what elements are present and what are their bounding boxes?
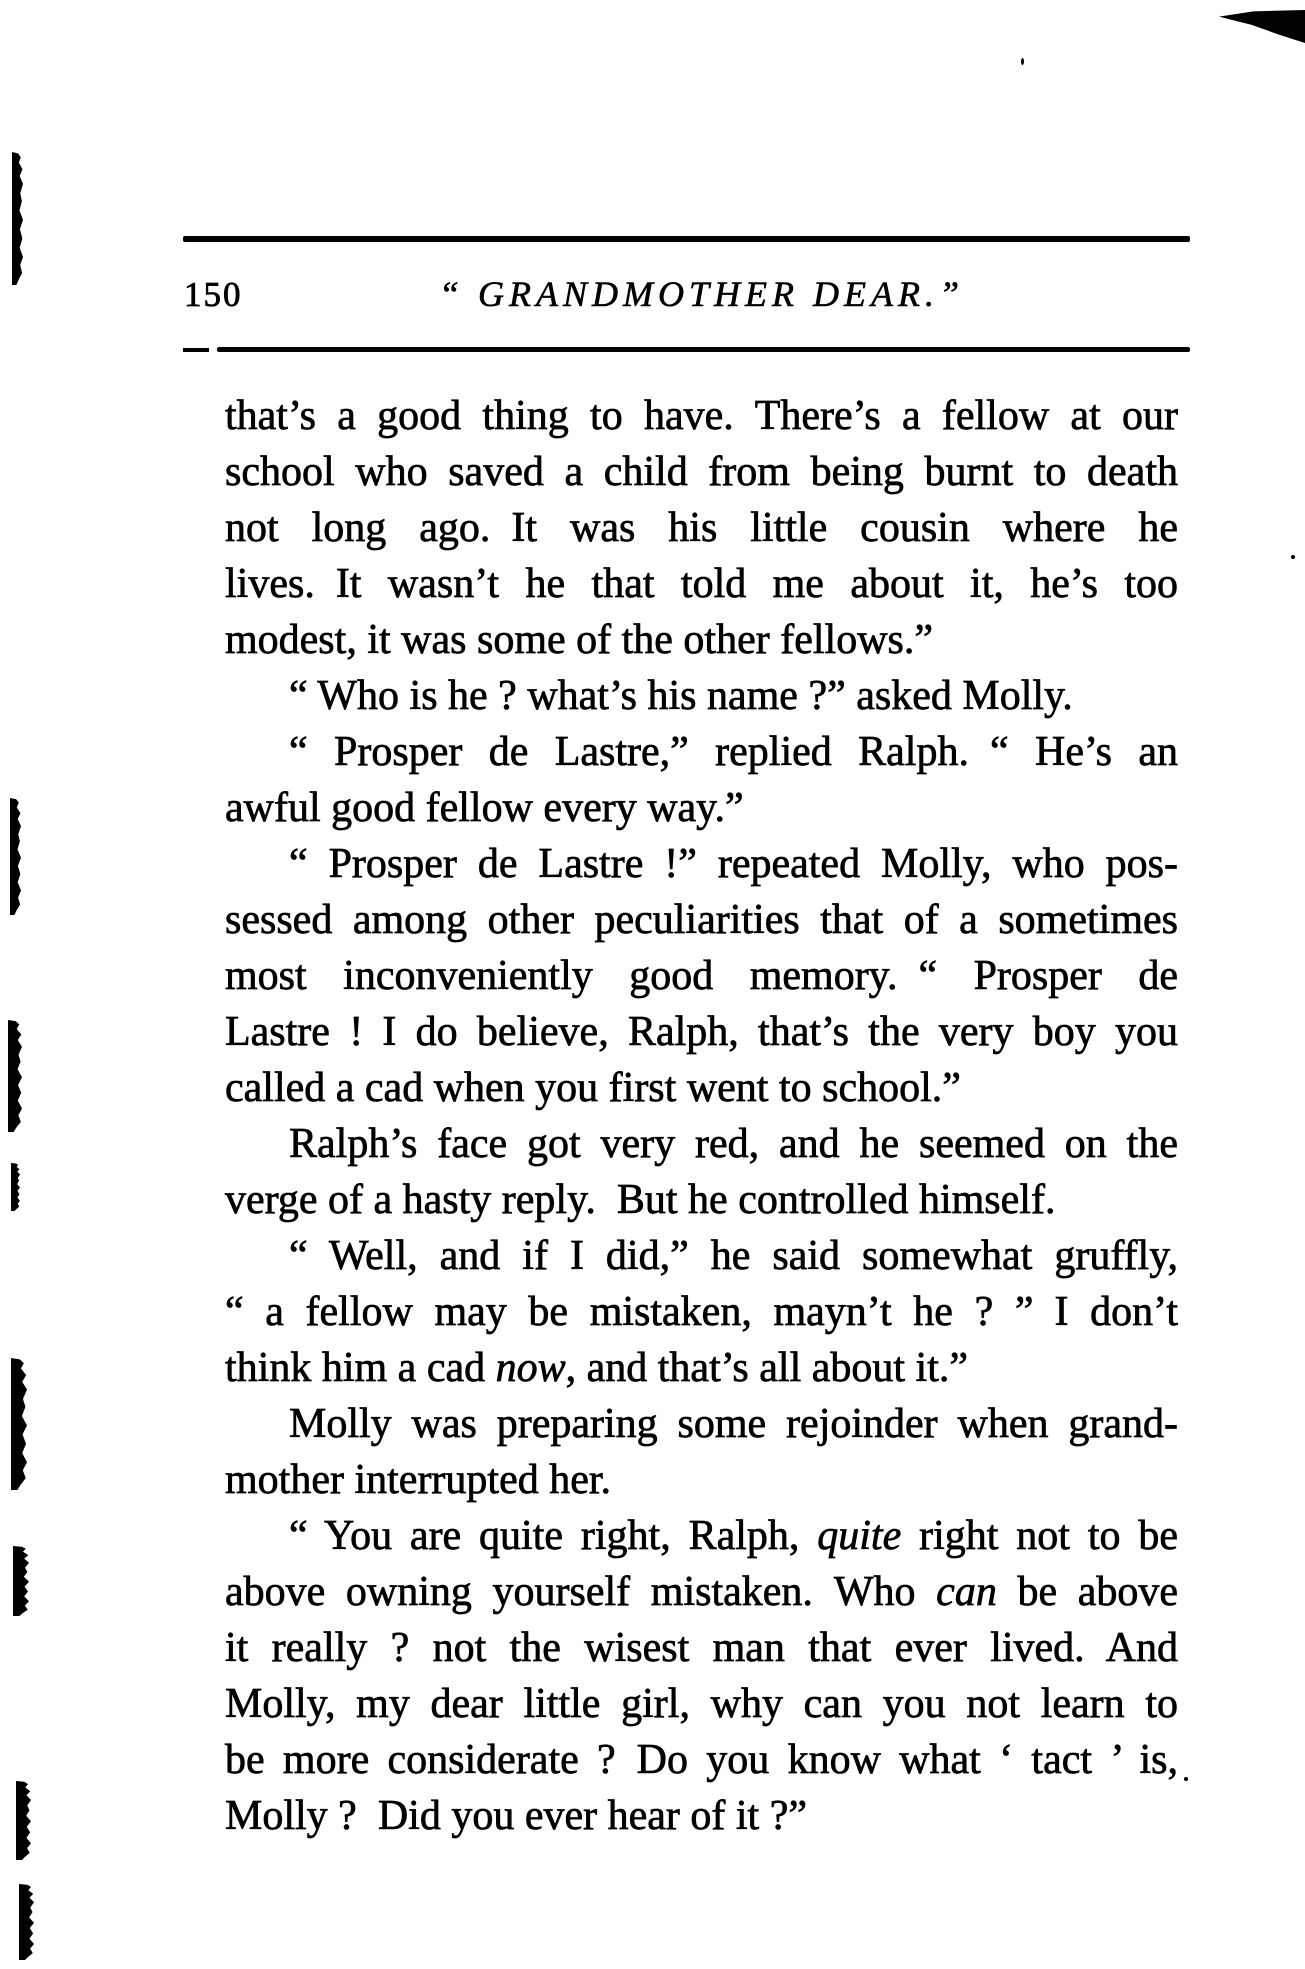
ink-speck [1184, 1777, 1188, 1781]
ink-artifact [16, 1781, 31, 1860]
text-line [225, 1732, 1178, 1788]
text-segment: Lastre ! I do believe, Ralph, that’s the very boy you [225, 1009, 1178, 1055]
ink-speck [1021, 58, 1024, 65]
ink-speck [1291, 555, 1295, 559]
italic-word: now [495, 1345, 566, 1391]
text-line [225, 948, 1178, 1004]
text-segment: called a cad when you first went to school.” [225, 1065, 961, 1111]
text-line [225, 892, 1178, 948]
text-segment: it really ? not the wisest man that ever lived. And [225, 1625, 1178, 1671]
ink-artifact [12, 152, 23, 285]
text-line [225, 780, 1178, 836]
text-segment: “ Well, and if I did,” he said somewhat gruffly, [289, 1233, 1178, 1279]
text-segment: right not to be [901, 1513, 1178, 1559]
text-segment: “ Prosper de Lastre,” replied Ralph. “ He’s an [289, 729, 1178, 775]
header-rule-bottom [217, 347, 1190, 352]
running-header-title: “ GRANDMOTHER DEAR.” [439, 274, 964, 314]
text-line [225, 1788, 1178, 1844]
text-segment: “ You are quite right, Ralph, [289, 1513, 818, 1559]
text-segment: lives. It wasn’t he that told me about it, he’s too [225, 561, 1178, 607]
text-line [225, 1508, 1178, 1564]
header-rule-top [183, 236, 1190, 242]
text-segment: above owning yourself mistaken. Who [225, 1569, 937, 1615]
text-line [225, 1116, 1178, 1172]
text-segment: Ralph’s face got very red, and he seemed on the [289, 1121, 1178, 1167]
text-line [225, 1564, 1178, 1620]
italic-word: can [936, 1569, 997, 1615]
text-line [225, 444, 1178, 500]
text-segment: Molly ? Did you ever hear of it ?” [225, 1793, 807, 1839]
scan-artifact-corner [1219, 10, 1305, 43]
text-segment: awful good fellow every way.” [225, 785, 744, 831]
italic-word: quite [817, 1513, 902, 1559]
text-line [225, 1004, 1178, 1060]
text-segment: sessed among other peculiarities that of a sometimes [225, 897, 1178, 943]
text-line [225, 1620, 1178, 1676]
text-segment: , and that’s all about it.” [565, 1345, 969, 1391]
text-segment: “ Prosper de Lastre !” repeated Molly, who pos- [289, 841, 1178, 887]
text-line [225, 612, 1178, 668]
text-segment: modest, it was some of the other fellows.” [225, 617, 934, 663]
text-line [225, 500, 1178, 556]
text-segment: think him a cad [225, 1345, 496, 1391]
text-segment: “ a fellow may be mistaken, mayn’t he ? ” I don’t [225, 1289, 1178, 1335]
text-segment: Molly, my dear little girl, why can you not learn to [225, 1681, 1178, 1727]
text-line [225, 1172, 1178, 1228]
text-segment: “ Who is he ? what’s his name ?” asked Molly. [289, 673, 1073, 719]
ink-artifact [8, 1020, 22, 1132]
text-line [225, 1396, 1178, 1452]
text-segment: school who saved a child from being burnt to death [225, 449, 1178, 495]
text-line [225, 1676, 1178, 1732]
text-line [225, 1228, 1178, 1284]
text-segment: be more considerate ? Do you know what ‘ tact ’ is, [225, 1737, 1178, 1783]
text-segment: verge of a hasty reply. But he controlled himself. [225, 1177, 1056, 1223]
text-line [225, 836, 1178, 892]
text-line [225, 1060, 1178, 1116]
ink-artifact [11, 1163, 20, 1211]
text-segment: most inconveniently good memory. “ Prosper de [225, 953, 1178, 999]
text-segment: Molly was preparing some rejoinder when grand- [289, 1401, 1178, 1447]
text-line [225, 388, 1178, 444]
page-body-text [225, 388, 1178, 1844]
text-segment: be above [996, 1569, 1178, 1615]
ink-artifact [10, 798, 21, 915]
page-number: 150 [184, 275, 243, 314]
text-line [225, 1340, 1178, 1396]
text-segment: not long ago. It was his little cousin where he [225, 505, 1178, 551]
text-line [225, 556, 1178, 612]
ink-artifact [13, 1546, 29, 1616]
header-rule-bottom-dash [183, 348, 209, 352]
text-line [225, 724, 1178, 780]
text-line [225, 668, 1178, 724]
text-line [225, 1452, 1178, 1508]
text-segment: that’s a good thing to have. There’s a fellow at our [225, 393, 1178, 439]
ink-artifact [11, 1358, 27, 1490]
text-segment: mother interrupted her. [225, 1457, 612, 1503]
ink-artifact [19, 1884, 34, 1960]
text-line [225, 1284, 1178, 1340]
